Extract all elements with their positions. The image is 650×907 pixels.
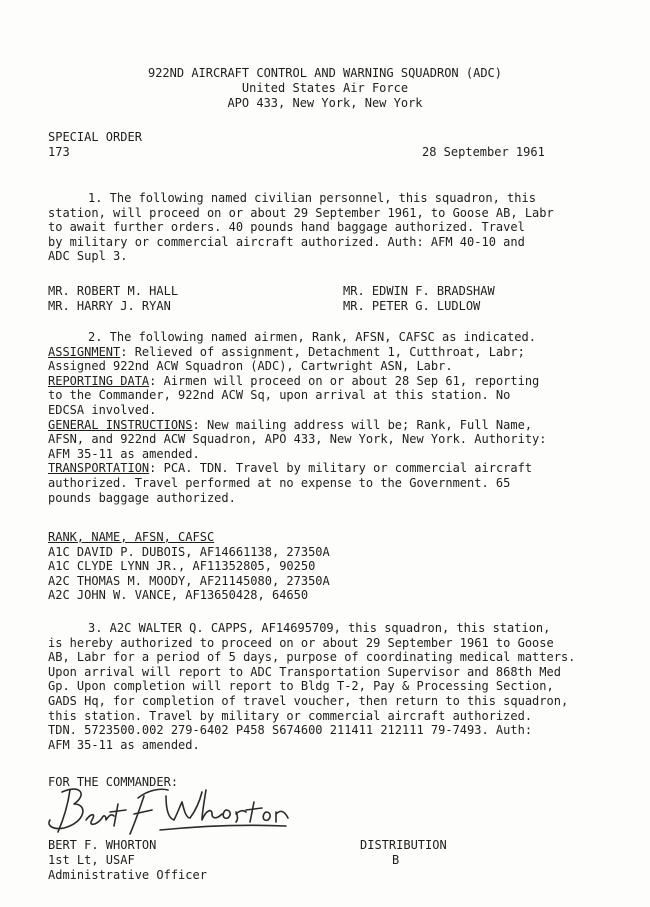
squadron-title: 922ND AIRCRAFT CONTROL AND WARNING SQUADRON (ADC) <box>147 66 502 80</box>
reporting-line: REPORTING DATA: Airmen will proceed on or about 28 Sep 61, reporting <box>48 373 540 388</box>
para1-line: 1. The following named civilian personnel, this squadron, this <box>88 191 536 205</box>
roster-row: A1C DAVID P. DUBOIS, AF14661138, 27350A <box>48 544 330 559</box>
para2-intro: 2. The following named airmen, Rank, AFSN, CAFSC as indicated. <box>88 330 536 344</box>
order-label: SPECIAL ORDER <box>48 130 142 144</box>
para3-line: AFM 35-11 as amended. <box>48 737 200 752</box>
roster-header: RANK, NAME, AFSN, CAFSC <box>48 530 215 544</box>
general-line: GENERAL INSTRUCTIONS: New mailing address will be; Rank, Full Name, <box>48 417 533 432</box>
para1-line: station, will proceed on or about 29 September 1961, to Goose AB, Labr <box>48 205 554 220</box>
para1-line: ADC Supl 3. <box>48 249 128 264</box>
civilian-name: MR. EDWIN F. BRADSHAW <box>343 284 495 298</box>
roster-row: A2C JOHN W. VANCE, AF13650428, 64650 <box>48 588 309 603</box>
general-line: AFM 35-11 as amended. <box>48 446 200 461</box>
order-number: 173 <box>48 145 70 159</box>
reporting-line: to the Commander, 922nd ACW Sq, upon arrival at this station. No <box>48 388 511 403</box>
transport-line: pounds baggage authorized. <box>48 490 236 505</box>
signer-title: Administrative Officer <box>48 868 207 882</box>
transportation-label: TRANSPORTATION <box>48 461 150 476</box>
para3-line: TDN. 5723500.002 279-6402 P458 S674600 211411 212111 79-7493. Auth: <box>48 723 533 738</box>
civilian-name: MR. ROBERT M. HALL <box>48 284 179 298</box>
airmen-roster <box>48 530 623 603</box>
assignment-label: ASSIGNMENT <box>48 344 121 359</box>
para3-line: 3. A2C WALTER Q. CAPPS, AF14695709, this squadron, this station, <box>88 621 551 635</box>
assignment-line: ASSIGNMENT: Relieved of assignment, Detachment 1, Cutthroat, Labr; <box>48 344 525 359</box>
signer-name: BERT F. WHORTON <box>48 838 157 852</box>
para3-line: Upon arrival will report to ADC Transportation Supervisor and 868th Med <box>48 664 561 679</box>
general-instructions-label: GENERAL INSTRUCTIONS <box>48 417 193 432</box>
order-date: 28 September 1961 <box>422 145 545 159</box>
roster-row: A2C THOMAS M. MOODY, AF21145080, 27350A <box>48 573 330 588</box>
assignment-line: Assigned 922nd ACW Squadron (ADC), Cartwright ASN, Labr. <box>48 359 453 374</box>
civilian-name: MR. PETER G. LUDLOW <box>343 299 481 313</box>
para3-line: AB, Labr for a period of 5 days, purpose of coordinating medical matters. <box>48 650 576 665</box>
para3-line: this station. Travel by military or commercial aircraft authorized. <box>48 708 533 723</box>
transport-line: TRANSPORTATION: PCA. TDN. Travel by military or commercial aircraft <box>48 461 533 476</box>
reporting-line: EDCSA involved. <box>48 402 157 417</box>
roster-row: A1C CLYDE LYNN JR., AF11352805, 90250 <box>48 559 316 574</box>
for-the-commander: FOR THE COMMANDER: <box>48 775 179 789</box>
paragraph-1 <box>48 191 623 264</box>
handwritten-signature <box>40 782 290 842</box>
distribution-code: B <box>392 853 400 867</box>
para1-line: to await further orders. 40 pounds hand baggage authorized. Travel <box>48 220 525 235</box>
para1-line: by military or commercial aircraft authorized. Auth: AFM 40-10 and <box>48 234 525 249</box>
paragraph-2 <box>48 330 623 505</box>
signer-rank: 1st Lt, USAF <box>48 853 135 867</box>
para3-line: is hereby authorized to proceed on or about 29 September 1961 to Goose <box>48 635 554 650</box>
paragraph-3 <box>48 621 623 752</box>
service-name: United States Air Force <box>241 81 409 95</box>
general-line: AFSN, and 922nd ACW Squadron, APO 433, New York, New York. Authority: <box>48 432 547 447</box>
para3-line: GADS Hq, for completion of travel voucher, then return to this squadron, <box>48 693 569 708</box>
para3-line: Gp. Upon completion will report to Bldg T-2, Pay & Processing Section, <box>48 679 554 694</box>
distribution-label: DISTRIBUTION <box>360 838 447 852</box>
reporting-data-label: REPORTING DATA <box>48 373 150 388</box>
civilian-name: MR. HARRY J. RYAN <box>48 299 171 313</box>
apo-address: APO 433, New York, New York <box>227 96 423 110</box>
transport-line: authorized. Travel performed at no expense to the Government. 65 <box>48 475 511 490</box>
